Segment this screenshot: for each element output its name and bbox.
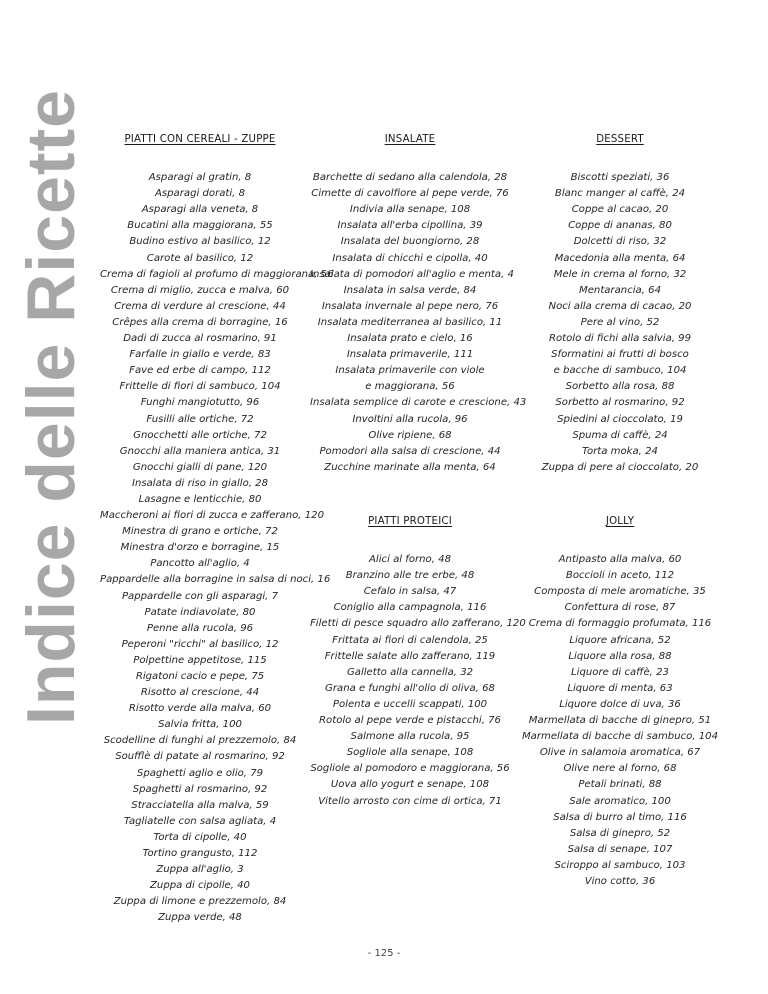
recipe-entry: Alici al forno, 48 (369, 554, 451, 566)
recipe-entry: Liquore dolce di uva, 36 (559, 698, 681, 710)
recipe-entry: Sorbetto alla rosa, 88 (565, 381, 675, 393)
recipe-entry: Barchette di sedano alla calendola, 28 (312, 172, 508, 184)
section-title-jolly: JOLLY (605, 516, 635, 527)
recipe-entry: Peperoni "ricchi" al basilico, 12 (121, 638, 279, 650)
recipe-entry: Sformatini ai frutti di bosco (551, 349, 689, 361)
recipe-entry: Liquore di menta, 63 (567, 682, 673, 694)
recipe-entry: Crema di fagioli al profumo di maggiorana, 56 (100, 268, 334, 280)
recipe-entry: Sogliole al pomodoro e maggiorana, 56 (310, 763, 510, 775)
recipe-entry: Vitello arrosto con cime di ortica, 71 (318, 795, 502, 807)
recipe-entry: Insalata mediterranea al basilico, 11 (317, 316, 503, 328)
recipe-entry: Carote al basilico, 12 (146, 252, 254, 264)
recipe-entry: Asparagi dorati, 8 (154, 188, 246, 200)
section-insalate (310, 132, 527, 476)
recipe-entry: Gnocchi gialli di pane, 120 (132, 461, 268, 473)
recipe-entry: Dolcetti di riso, 32 (573, 236, 667, 248)
recipe-entry: Zuppa di limone e prezzemolo, 84 (113, 896, 287, 908)
recipe-entry: Soufflè di patate al rosmarino, 92 (115, 751, 285, 763)
section-title-piatti-proteici: PIATTI PROTEICI (368, 516, 452, 527)
recipe-entry: Spuma di caffè, 24 (572, 429, 668, 441)
section-cereali-zuppe (100, 132, 334, 927)
recipe-entry: Tortino grangusto, 112 (142, 848, 258, 860)
recipe-entry: Torta di cipolle, 40 (153, 831, 247, 843)
recipe-entry: Risotto verde alla malva, 60 (128, 703, 272, 715)
recipe-entry: Pomodori alla salsa di crescione, 44 (319, 445, 501, 457)
recipe-entry: Cefalo in salsa, 47 (363, 586, 457, 598)
recipe-entry: Grana e funghi all'olio di oliva, 68 (325, 682, 495, 694)
recipe-entry: Macedonia alla menta, 64 (554, 252, 686, 264)
recipe-entry: Coppe di ananas, 80 (568, 220, 672, 232)
recipe-entry: Petali brinati, 88 (578, 779, 662, 791)
recipe-entry: Minestra di grano e ortiche, 72 (122, 526, 278, 538)
index-title-text: Indice delle Ricette (13, 89, 89, 725)
section-title-dessert: DESSERT (596, 134, 644, 145)
recipe-entry: Marmellata di bacche di ginepro, 51 (528, 715, 712, 727)
recipe-entry: Fusilli alle ortiche, 72 (146, 413, 254, 425)
recipe-entry: Mele in crema al forno, 32 (553, 268, 687, 280)
recipe-entry: Insalata all'erba cipollina, 39 (337, 220, 483, 232)
recipe-entry: Rotolo al pepe verde e pistacchi, 76 (319, 715, 501, 727)
recipe-entry: Dadi di zucca al rosmarino, 91 (123, 333, 277, 345)
recipe-entry: Patate indiavolate, 80 (144, 606, 256, 618)
recipe-entry: Marmellata di bacche di sambuco, 104 (521, 731, 719, 743)
recipe-list-jolly (520, 552, 720, 890)
recipe-entry: Insalata semplice di carote e crescione, 43 (310, 397, 527, 409)
recipe-entry: Noci alla crema di cacao, 20 (548, 300, 692, 312)
recipe-entry: Salsa di ginepro, 52 (569, 827, 671, 839)
recipe-entry: Crema di miglio, zucca e malva, 60 (110, 284, 290, 296)
recipe-entry: Budino estivo al basilico, 12 (129, 236, 271, 248)
recipe-entry: Frittelle di fiori di sambuco, 104 (119, 381, 281, 393)
recipe-entry: Insalata prato e cielo, 16 (347, 333, 473, 345)
recipe-entry: Composta di mele aromatiche, 35 (534, 586, 706, 598)
recipe-entry: Salsa di senape, 107 (567, 843, 673, 855)
section-title-insalate: INSALATE (384, 134, 436, 145)
recipe-entry: Sorbetto al rosmarino, 92 (555, 397, 685, 409)
recipe-entry: Insalata primaverile, 111 (346, 349, 474, 361)
recipe-entry: Uova allo yogurt e senape, 108 (330, 779, 490, 791)
recipe-entry: Galletto alla cannella, 32 (346, 666, 474, 678)
page-number: - 125 - (367, 948, 401, 959)
recipe-entry: Mentarancia, 64 (579, 284, 661, 296)
recipe-entry: Polenta e uccelli scappati, 100 (332, 698, 488, 710)
section-title-cereali-zuppe: PIATTI CON CEREALI - ZUPPE (124, 134, 276, 145)
recipe-list-insalate (310, 170, 527, 476)
recipe-list-dessert (520, 170, 720, 476)
recipe-entry: Sogliole alla senape, 108 (346, 747, 474, 759)
recipe-entry: Rigatoni cacio e pepe, 75 (135, 671, 265, 682)
recipe-entry: Sciroppo al sambuco, 103 (554, 859, 686, 871)
recipe-entry: Filetti di pesce squadro allo zafferano, 120 (310, 618, 526, 630)
recipe-entry: Olive in salamoia aromatica, 67 (539, 747, 701, 759)
recipe-entry: Branzino alle tre erbe, 48 (345, 570, 475, 582)
recipe-entry: Rotolo di fichi alla salvia, 99 (548, 333, 692, 345)
recipe-entry: Fave ed erbe di campo, 112 (129, 365, 271, 377)
recipe-entry: Gnocchi alla maniera antica, 31 (119, 445, 281, 457)
recipe-entry: Pere al vino, 52 (580, 316, 660, 328)
vertical-page-title (13, 89, 89, 725)
recipe-entry: Scodelline di funghi al prezzemolo, 84 (103, 735, 297, 747)
recipe-entry: Coppe al cacao, 20 (571, 204, 669, 216)
recipe-entry: Crema di verdure al crescione, 44 (114, 300, 286, 312)
recipe-entry: Insalata in salsa verde, 84 (343, 284, 477, 296)
recipe-entry: Gnocchetti alle ortiche, 72 (133, 429, 267, 441)
recipe-entry: Indivia alla senape, 108 (349, 204, 471, 216)
recipe-entry: Crema di formaggio profumata, 116 (528, 618, 712, 630)
recipe-entry: Pancotto all'aglio, 4 (150, 558, 250, 570)
recipe-entry: Zuppa di cipolle, 40 (150, 880, 250, 892)
recipe-entry: Insalata invernale al pepe nero, 76 (321, 300, 499, 312)
recipe-entry: Liquore alla rosa, 88 (568, 650, 672, 662)
recipe-entry: Involtini alla rucola, 96 (352, 413, 468, 425)
recipe-entry: Risotto al crescione, 44 (140, 687, 260, 699)
section-jolly (520, 514, 720, 890)
recipe-entry: Farfalle in giallo e verde, 83 (129, 349, 271, 361)
recipe-entry: Antipasto alla malva, 60 (558, 554, 682, 566)
recipe-entry: Crêpes alla crema di borragine, 16 (112, 316, 288, 328)
recipe-entry: Bucatini alla maggiorana, 55 (127, 220, 273, 232)
recipe-entry: Insalata primaverile con viole (335, 365, 485, 377)
recipe-entry: Insalata di riso in giallo, 28 (131, 477, 269, 489)
recipe-entry: Insalata del buongiorno, 28 (340, 236, 480, 248)
recipe-entry: Spiedini al cioccolato, 19 (557, 413, 683, 425)
recipe-entry: Frittata ai fiori di calendola, 25 (332, 634, 488, 646)
recipe-entry: Polpettine appetitose, 115 (133, 654, 267, 666)
recipe-entry: Vino cotto, 36 (584, 875, 656, 887)
recipe-entry: Minestra d'orzo e borragine, 15 (120, 542, 280, 554)
recipe-entry: Cimette di cavolfiore al pepe verde, 76 (311, 188, 509, 200)
recipe-entry: Boccioli in aceto, 112 (565, 570, 675, 582)
section-piatti-proteici (310, 514, 526, 810)
recipe-entry: Zuppa verde, 48 (158, 912, 242, 924)
recipe-entry: Salvia fritta, 100 (158, 719, 242, 731)
recipe-entry: Salsa di burro al timo, 116 (553, 811, 687, 823)
recipe-entry: Stracciatella alla malva, 59 (131, 799, 269, 811)
recipe-entry: Penne alla rucola, 96 (146, 622, 254, 634)
recipe-entry: Olive ripiene, 68 (368, 429, 452, 441)
recipe-entry: Insalata di chicchi e cipolla, 40 (332, 252, 488, 264)
recipe-entry: Asparagi al gratin, 8 (148, 172, 252, 184)
recipe-entry: Lasagne e lenticchie, 80 (138, 493, 262, 505)
recipe-entry: Asparagi alla veneta, 8 (141, 204, 259, 216)
recipe-entry: Pappardelle con gli asparagi, 7 (121, 590, 279, 602)
recipe-entry: Insalata di pomodori all'aglio e menta, 4 (310, 268, 514, 280)
recipe-entry: Blanc manger al caffè, 24 (554, 188, 686, 200)
recipe-entry: Torta moka, 24 (582, 445, 658, 457)
recipe-list-piatti-proteici (310, 552, 526, 810)
section-dessert (520, 132, 720, 476)
recipe-entry: Frittelle salate allo zafferano, 119 (324, 650, 496, 662)
recipe-entry: Liquore africana, 52 (569, 634, 671, 646)
recipe-entry: Coniglio alla campagnola, 116 (333, 602, 487, 614)
recipe-entry: Sale aromatico, 100 (569, 795, 671, 807)
recipe-entry: Confettura di rose, 87 (564, 602, 676, 614)
recipe-entry: Biscotti speziati, 36 (570, 172, 670, 184)
recipe-entry: Tagliatelle con salsa agliata, 4 (123, 815, 277, 827)
recipe-entry: Liquore di caffè, 23 (571, 666, 669, 678)
recipe-entry: Olive nere al forno, 68 (563, 763, 677, 775)
recipe-entry: Funghi mangiotutto, 96 (140, 397, 260, 409)
recipe-entry: Spaghetti aglio e olio, 79 (136, 767, 264, 779)
recipe-entry: e bacche di sambuco, 104 (553, 365, 687, 377)
recipe-list-cereali-zuppe (100, 170, 334, 926)
recipe-entry: Pappardelle alla borragine in salsa di noci, 16 (100, 574, 331, 586)
recipe-entry: Spaghetti al rosmarino, 92 (132, 783, 268, 795)
recipe-entry: Zuppa di pere al cioccolato, 20 (541, 461, 699, 473)
recipe-entry: Salmone alla rucola, 95 (350, 731, 470, 743)
recipe-entry: Zucchine marinate alla menta, 64 (324, 461, 496, 473)
recipe-entry: e maggiorana, 56 (365, 381, 455, 393)
recipe-entry: Zuppa all'aglio, 3 (156, 864, 244, 876)
recipe-entry: Maccheroni ai fiori di zucca e zafferano, 120 (100, 510, 324, 522)
